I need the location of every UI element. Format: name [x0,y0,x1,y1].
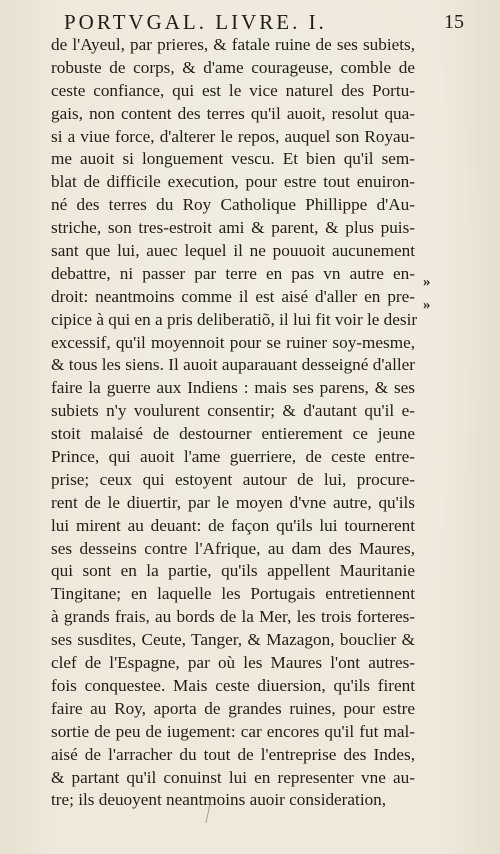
text-line: tre; ils deuoyent neantmoins auoir consideration, [51,790,387,810]
text-line: sant que lui, auec lequel il ne pouuoit aucunement [51,241,415,261]
text-line: de l'Ayeul, par prieres, & fatale ruine de ses subiets, [51,35,415,54]
margin-quote-marks [423,271,443,317]
text-line: faire au Roy, aporta de grandes ruines, pour estre [51,698,415,718]
body-text [51,34,418,812]
text-line: né des terres du Roy Catholique Phillippe d'Au- [51,195,415,215]
text-line: prise; ceux qui estoyent autour de lui, procure- [51,469,415,489]
text-line: & tous les siens. Il auoit auparauant desseigné d'aller [51,355,415,375]
text-line: excessif, qu'il moyennoit pour se ruiner soy-mesme, [51,332,415,352]
text-line: Tingitane; en laquelle les Portugais entretiennent [51,584,415,604]
text-line: & partant qu'il conuinst lui en representer vne au- [51,767,415,787]
margin-quote-mark: » [423,274,431,290]
text-line: droit: neantmoins comme il est aisé d'aller en pre- [51,286,415,306]
text-line: ceste confiance, qui est le vice naturel des Portu- [51,80,415,100]
text-line: fois conquestee. Mais ceste diuersion, qu'ils firent [51,675,415,695]
text-line: striche, son tres-estroit ami & parent, & plus puis- [51,218,415,238]
margin-quote-mark: » [423,297,431,313]
text-line: subiets n'y voulurent consentir; & d'autant qu'il e- [51,401,415,421]
pen-stroke-mark [203,795,215,825]
text-line: rent de le diuertir, par le moyen d'vne autre, qu'ils [51,492,415,512]
text-line: faire la guerre aux Indiens : mais ses parens, & ses [51,378,415,398]
text-line: robuste de corps, & d'ame courageuse, comble de [51,57,415,77]
text-line: gais, non content des terres qu'il auoit, resolut qua- [51,103,415,123]
text-line: ses susdites, Ceute, Tanger, & Mazagon, bouclier & [51,630,415,650]
text-line: aisé de l'arracher du tout de l'entreprise des Indes, [51,744,415,764]
running-title: PORTVGAL. LIVRE. I. [64,10,327,34]
text-line: ses desseins contre l'Afrique, au dam des Maures, [51,538,415,558]
text-line: cipice à qui en a pris deliberatiõ, il lui fit voir le desir [51,309,418,329]
text-line: blat de difficile execution, pour estre tout enuiron- [51,172,415,192]
text-line: stoit malaisé de destourner entierement ce jeune [51,424,415,444]
text-line: si a viue force, d'alterer le repos, auquel son Royau- [51,126,415,146]
text-line: à grands frais, au bords de la Mer, les trois forteres- [51,607,415,627]
page-number: 15 [444,11,464,33]
text-line: clef de l'Espagne, par où les Maures l'ont autres- [51,653,415,673]
text-line: lui mirent au deuant: de façon qu'ils lui tournerent [51,515,415,535]
text-line: Prince, qui auoit l'ame guerriere, de ceste entre- [51,447,415,467]
text-line: qui sont en la partie, qu'ils appellent Mauritanie [51,561,415,581]
running-head [64,8,464,36]
text-line: me auoit si longuement vescu. Et bien qu'il sem- [51,149,415,169]
text-line: sortie de peu de iugement: car encores qu'il fut mal- [51,721,415,741]
text-line: debattre, ni passer par terre en pas vn autre en- [51,263,415,283]
